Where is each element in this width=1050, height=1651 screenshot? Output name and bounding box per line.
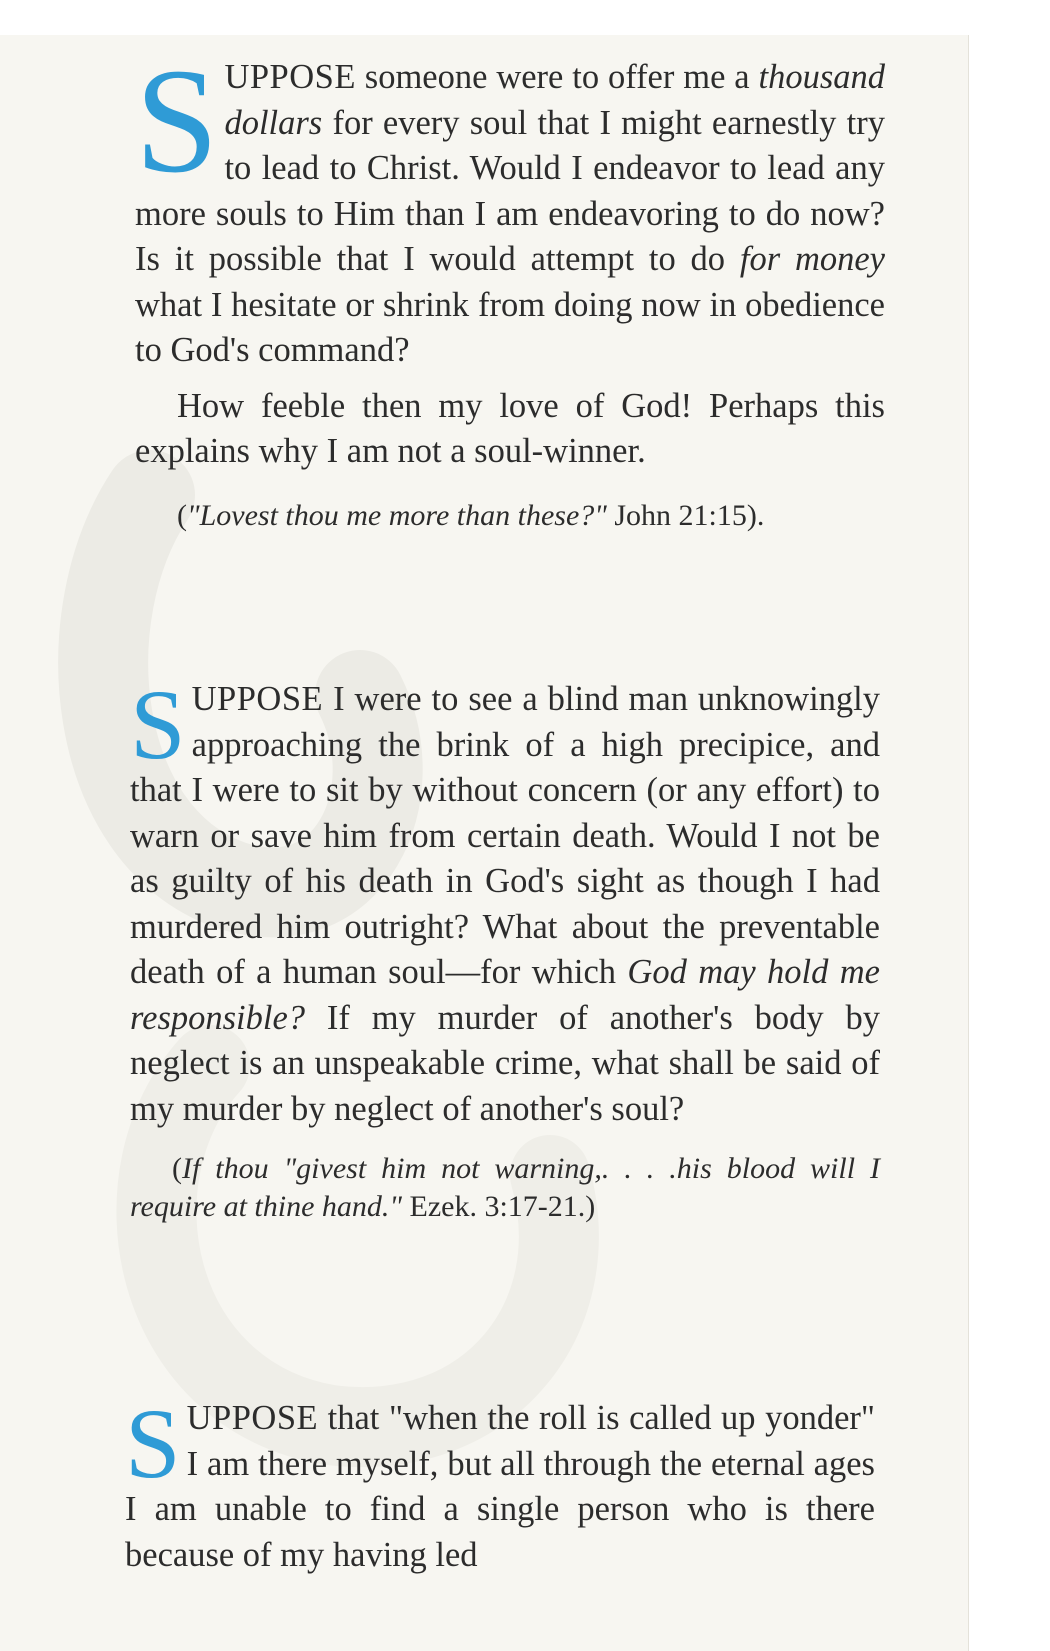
section-3-text-a: that "when the roll is called up yonder" I am there myself, but all through the eternal ages I am unable to find a single person who is there because of my having led xyxy=(125,1399,875,1574)
section-2-dropcap: S xyxy=(130,669,186,780)
section-1-lead-word: UPPOSE xyxy=(224,58,356,96)
section-1-scripture-reference xyxy=(135,497,885,535)
section-1-ref-quote: "Lovest thou me more than these?" xyxy=(187,498,607,532)
section-2-paragraph-1 xyxy=(130,669,880,1132)
section-2-ref-citation: Ezek. 3:17-21.) xyxy=(402,1190,596,1223)
section-2-scripture-reference xyxy=(130,1150,880,1226)
section-1-emphasis-1: thousand dollars xyxy=(224,58,885,142)
section-3-lead-word: UPPOSE xyxy=(186,1399,319,1437)
section-2-emphasis-1: God may hold me responsible? xyxy=(130,953,880,1037)
section-1-paragraph-1 xyxy=(135,38,885,374)
section-1-text-b: for every soul that I might earnestly try to lead to Christ. Would I endeavor to lead any more souls to Him than I am endeavoring to do now? Is it possible that I would attempt to do xyxy=(135,103,885,278)
section-2 xyxy=(130,669,880,1226)
section-1-text-a: someone were to offer me a xyxy=(355,58,759,96)
section-3 xyxy=(125,1388,875,1578)
section-2-ref-open: ( xyxy=(172,1152,182,1185)
section-2-text-b: If my murder of another's body by neglect is an unspeakable crime, what shall be said of my murder by neglect of another's soul? xyxy=(130,998,880,1128)
section-1-paragraph-2: How feeble then my love of God! Perhaps this explains why I am not a soul-winner. xyxy=(135,386,885,470)
section-3-dropcap: S xyxy=(125,1388,181,1499)
section-1 xyxy=(135,38,885,535)
section-1-text-c: what I hesitate or shrink from doing now in obedience to God's command? xyxy=(135,285,885,369)
section-2-text-a: I were to see a blind man unknowingly approaching the brink of a high precipice, and that I were to sit by without concern (or any effort) to warn or save him from certain death. Would I not be as guilty of his death in God's sight as though I had murdered him outright? What about the preventable death of a human soul—for which xyxy=(130,680,880,991)
section-2-lead-word: UPPOSE xyxy=(191,680,324,718)
section-1-dropcap: S xyxy=(135,38,219,204)
section-2-ref-quote: If thou "givest him not warning,. . . .his blood will I require at thine hand." xyxy=(130,1152,880,1223)
section-1-emphasis-2: for money xyxy=(739,240,885,278)
section-1-ref-open: ( xyxy=(177,498,187,532)
section-1-ref-citation: John 21:15). xyxy=(606,498,765,532)
section-3-paragraph-1 xyxy=(125,1388,875,1578)
